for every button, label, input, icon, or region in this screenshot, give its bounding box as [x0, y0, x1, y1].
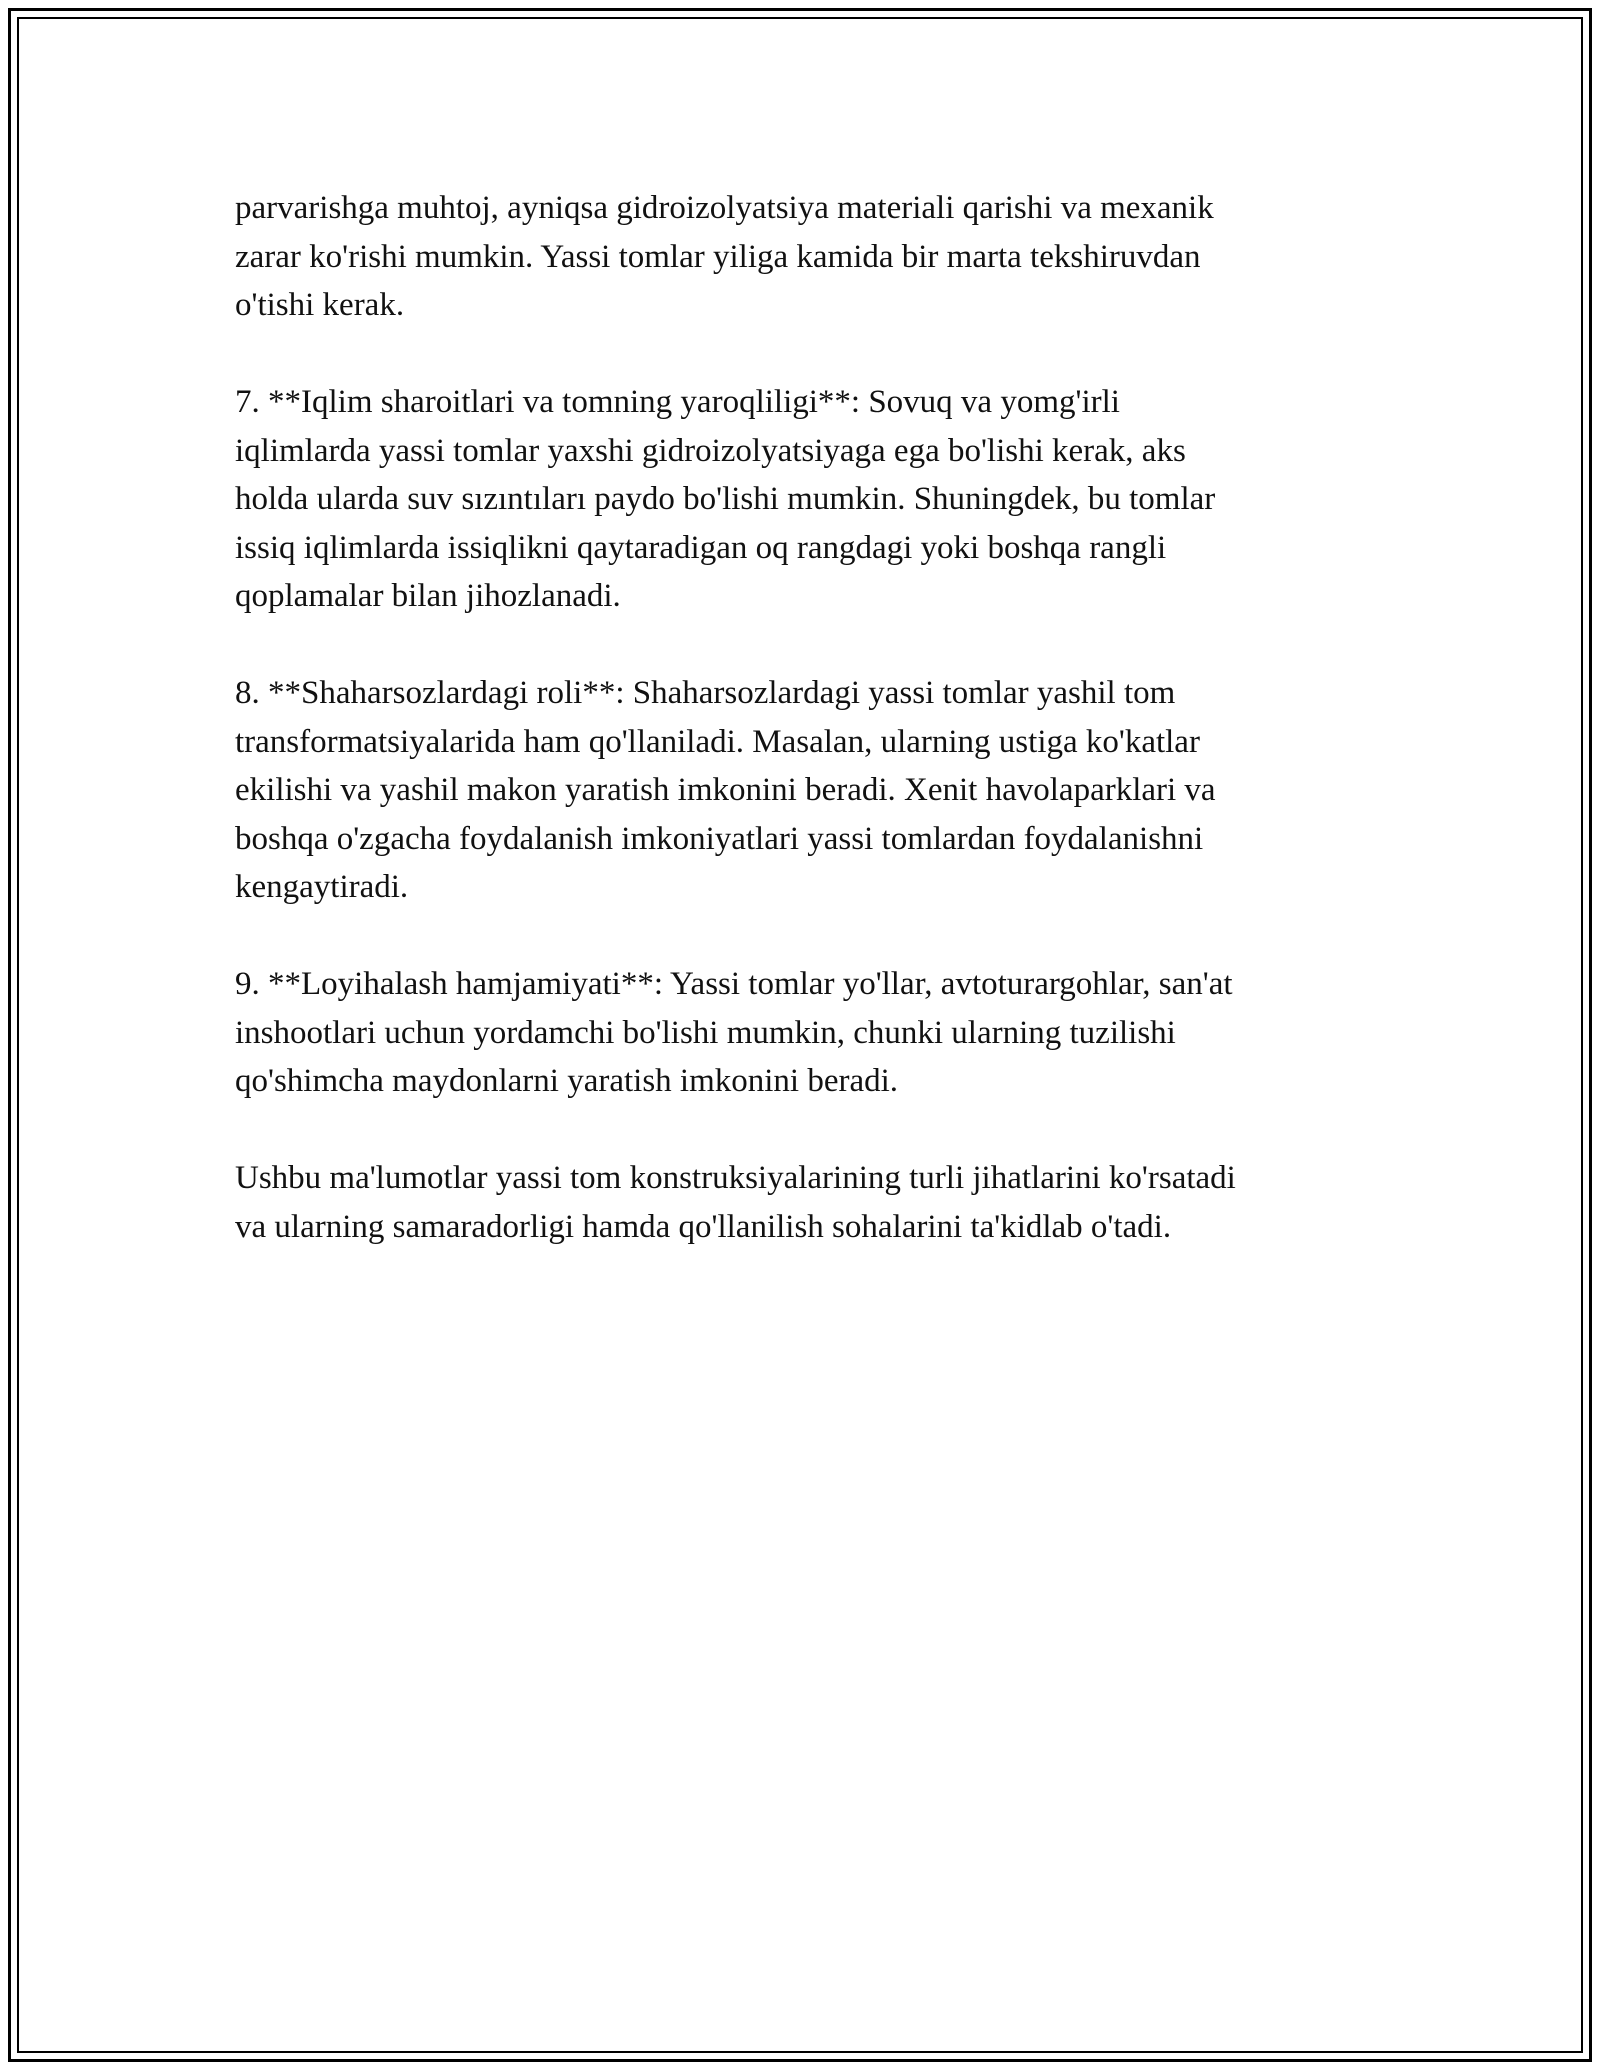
text-line: qoplamalar bilan jihozlanadi. [235, 578, 621, 614]
text-line: qo'shimcha maydonlarni yaratish imkonini beradi. [235, 1063, 899, 1099]
text-line: iqlimlarda yassi tomlar yaxshi gidroizolyatsiyaga ega bo'lishi kerak, aks [235, 432, 1186, 469]
paragraph-intro-continuation [235, 184, 1375, 330]
text-line: transformatsiyalarida ham qo'llaniladi. Masalan, ularning ustiga ko'katlar [235, 723, 1200, 760]
text-line: issiq iqlimlarda issiqlikni qaytaradigan oq rangdagi yoki boshqa rangli [235, 529, 1167, 566]
document-body [235, 184, 1375, 1300]
text-line: inshootlari uchun yordamchi bo'lishi mumkin, chunki ularning tuzilishi [235, 1014, 1176, 1051]
text-line: boshqa o'zgacha foydalanish imkoniyatlari yassi tomlardan foydalanishni [235, 820, 1204, 857]
text-line: Ushbu ma'lumotlar yassi tom konstruksiyalarining turli jihatlarini ko'rsatadi [235, 1160, 1236, 1196]
paragraph-conclusion [235, 1154, 1375, 1251]
text-line: 7. **Iqlim sharoitlari va tomning yaroqliligi**: Sovuq va yomg'irli [235, 384, 1120, 420]
text-line: kengaytiradi. [235, 869, 409, 905]
paragraph-item-8 [235, 669, 1375, 912]
text-line: o'tishi kerak. [235, 287, 405, 323]
text-line: ekilishi va yashil makon yaratish imkonini beradi. Xenit havolaparklari va [235, 772, 1216, 808]
text-line: zarar ko'rishi mumkin. Yassi tomlar yiliga kamida bir marta tekshiruvdan [235, 238, 1201, 275]
text-line: va ularning samaradorligi hamda qo'llanilish sohalarini ta'kidlab o'tadi. [235, 1208, 1172, 1245]
text-line: 9. **Loyihalash hamjamiyati**: Yassi tomlar yo'llar, avtoturargohlar, san'at [235, 966, 1233, 1002]
text-line: holda ularda suv sızıntıları paydo bo'lishi mumkin. Shuningdek, bu tomlar [235, 481, 1216, 517]
text-line: parvarishga muhtoj, ayniqsa gidroizolyatsiya materiali qarishi va mexanik [235, 190, 1214, 226]
paragraph-item-9 [235, 960, 1375, 1106]
paragraph-item-7 [235, 378, 1375, 621]
text-line: 8. **Shaharsozlardagi roli**: Shaharsozlardagi yassi tomlar yashil tom [235, 675, 1176, 711]
